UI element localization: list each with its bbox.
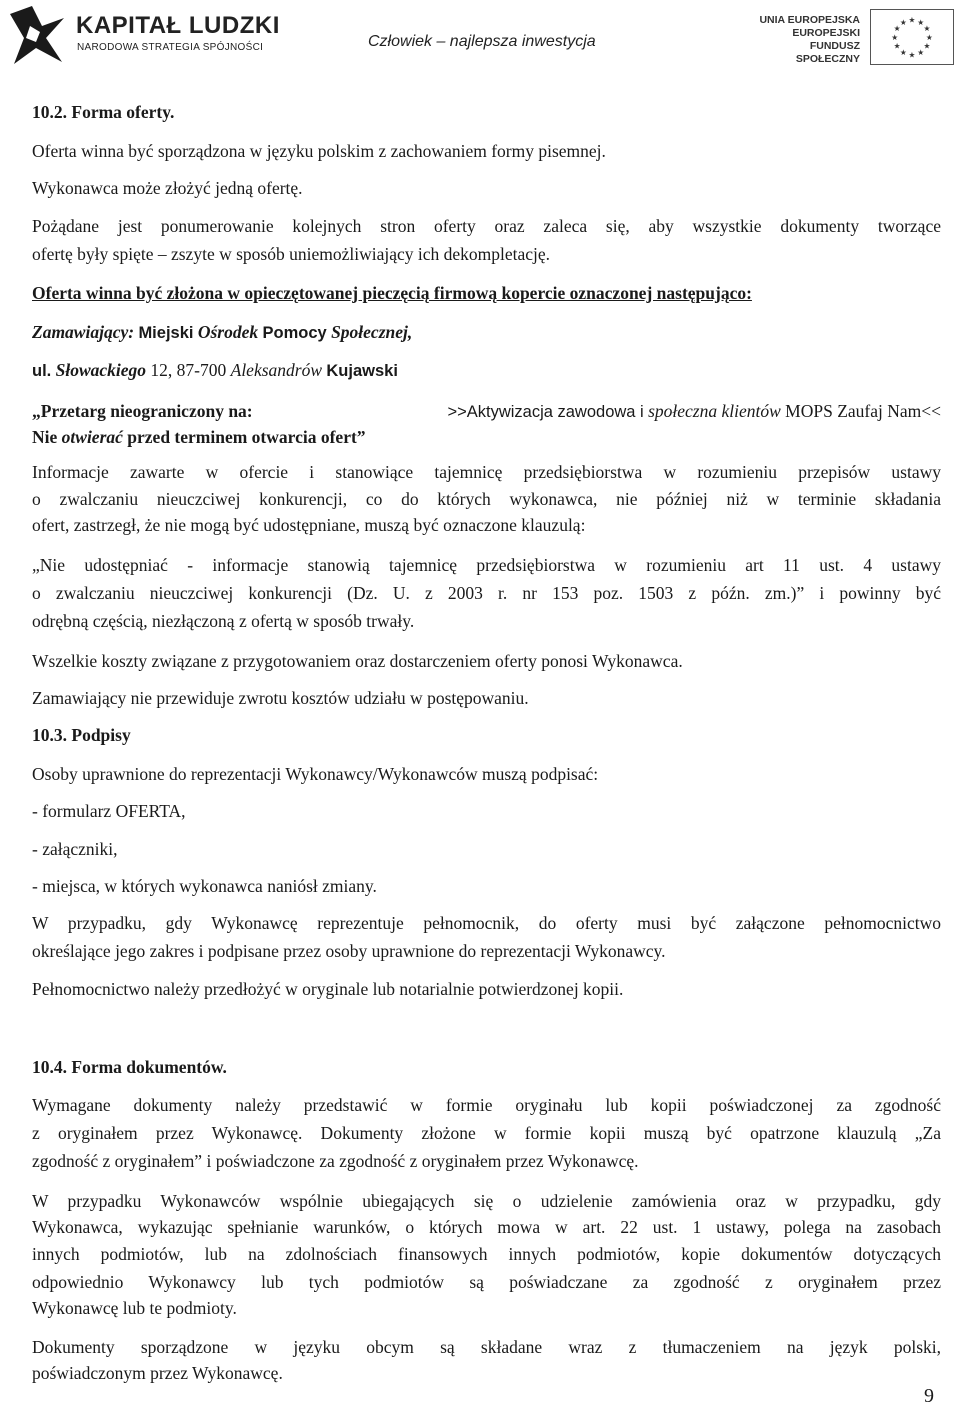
paragraph: Wykonawcę lub te podmioty. xyxy=(32,1298,237,1318)
clause: odrębną częścią, niezłączoną z ofertą w sposób trwały. xyxy=(32,611,415,631)
street-part: 12, 87-700 xyxy=(150,360,227,380)
addr-label: Zamawiający: xyxy=(32,322,135,342)
do-not-open xyxy=(32,426,366,448)
addr-name: Miejski xyxy=(138,324,194,342)
eu-label-line3: FUNDUSZ SPOŁECZNY xyxy=(795,40,860,65)
tender-part: >>Aktywizacja zawodowa i xyxy=(447,403,644,421)
tender-part: MOPS Zaufaj Nam<< xyxy=(785,401,941,421)
paragraph: Wykonawca może złożyć jedną ofertę. xyxy=(32,178,303,198)
paragraph: ofertę były spięte – zszyte w sposób uniemożliwiający ich dekompletację. xyxy=(32,244,551,264)
paragraph: poświadczonym przez Wykonawcę. xyxy=(32,1363,283,1383)
list-item: - miejsca, w których wykonawca naniósł zmiany. xyxy=(32,876,377,896)
paragraph: Wszelkie koszty związane z przygotowaniem oraz dostarczeniem oferty ponosi Wykonawca. xyxy=(32,651,683,671)
eu-label xyxy=(748,14,860,66)
tender-rest xyxy=(447,400,941,423)
paragraph: odpowiednio Wykonawcy lub tych podmiotów są poświadczane za zgodność z oryginałem przez xyxy=(32,1272,941,1292)
addr-name: Ośrodek xyxy=(197,322,259,342)
kapital-ludzki-title: KAPITAŁ LUDZKI xyxy=(76,12,280,39)
svg-text:★: ★ xyxy=(923,24,931,34)
svg-text:★: ★ xyxy=(893,24,901,34)
paragraph: Pełnomocnictwo należy przedłożyć w oryginale lub notarialnie potwierdzonej kopii. xyxy=(32,979,624,999)
svg-text:★: ★ xyxy=(923,41,931,51)
street-part: Kujawski xyxy=(326,362,398,380)
svg-text:★: ★ xyxy=(899,47,907,57)
paragraph: innych podmiotów, lub na zdolnościach finansowych innych podmiotów, kopie dokumentów dotyczących xyxy=(32,1244,941,1264)
envelope-address xyxy=(32,321,412,344)
kapital-ludzki-subtitle: NARODOWA STRATEGIA SPÓJNOŚCI xyxy=(77,42,264,53)
eu-label-line2: EUROPEJSKI xyxy=(792,27,860,39)
list-item: - załączniki, xyxy=(32,839,118,859)
addr-name: Społecznej, xyxy=(331,322,413,342)
tender-part: społeczna klientów xyxy=(648,401,781,421)
tender-part: „Przetarg nieograniczony na: xyxy=(32,401,253,421)
list-item: - formularz OFERTA, xyxy=(32,801,186,821)
svg-text:★: ★ xyxy=(908,50,916,60)
paragraph: Oferta winna być sporządzona w języku polskim z zachowaniem formy pisemnej. xyxy=(32,141,606,161)
section-heading-10-4: 10.4. Forma dokumentów. xyxy=(32,1057,227,1077)
paragraph: z oryginałem przez Wykonawcę. Dokumenty złożone w formie kopii muszą być opatrzone klauzulą „Za xyxy=(32,1123,941,1143)
eu-flag-icon xyxy=(870,9,954,65)
page-number: 9 xyxy=(924,1385,934,1407)
eu-label-line1: UNIA EUROPEJSKA xyxy=(759,14,860,26)
svg-text:★: ★ xyxy=(917,47,925,57)
clause: o zwalczaniu nieuczciwej konkurencji (Dz. U. z 2003 r. nr 153 poz. 1503 z późn. zm.)” i powinny być xyxy=(32,583,941,603)
page-header xyxy=(0,0,960,75)
section-heading-10-3: 10.3. Podpisy xyxy=(32,725,131,745)
paragraph: Wykonawca, wykazując spełnianie warunków, o których mowa w art. 22 ust. 1 ustawy, polega na zasobach xyxy=(32,1217,941,1237)
envelope-street xyxy=(32,359,398,382)
dont-part: przed terminem otwarcia ofert xyxy=(127,427,357,447)
tender-title xyxy=(32,400,941,423)
section-heading-10-2: 10.2. Forma oferty. xyxy=(32,102,175,122)
svg-text:★: ★ xyxy=(908,15,916,25)
svg-text:★: ★ xyxy=(899,17,907,27)
paragraph: ofert, zastrzegł, że nie mogą być udostępniane, muszą być oznaczone klauzulą: xyxy=(32,515,586,535)
paragraph: Informacje zawarte w ofercie i stanowiące tajemnicę przedsiębiorstwa w rozumieniu przepisów ustawy xyxy=(32,462,941,482)
paragraph: W przypadku Wykonawców wspólnie ubiegających się o udzielenie zamówienia oraz w przypadku, gdy xyxy=(32,1191,941,1211)
clause: „Nie udostępniać - informacje stanowią tajemnicę przedsiębiorstwa w rozumieniu art 11 ust. 4 ustawy xyxy=(32,555,941,575)
street-part: ul. xyxy=(32,362,52,380)
svg-text:★: ★ xyxy=(891,32,899,42)
paragraph: Pożądane jest ponumerowanie kolejnych stron oferty oraz zaleca się, aby wszystkie dokumenty tworzące xyxy=(32,216,941,236)
paragraph: W przypadku, gdy Wykonawcę reprezentuje pełnomocnik, do oferty musi być załączone pełnomocnictwo xyxy=(32,913,941,933)
street-part: Aleksandrów xyxy=(230,360,323,380)
street-part: Słowackiego xyxy=(55,360,147,380)
envelope-heading: Oferta winna być złożona w opieczętowanej pieczęcią firmową kopercie oznaczonej następująco: xyxy=(32,283,752,303)
paragraph: Zamawiający nie przewiduje zwrotu kosztów udziału w postępowaniu. xyxy=(32,688,529,708)
dont-part: Nie xyxy=(32,427,58,447)
paragraph: Osoby uprawnione do reprezentacji Wykonawcy/Wykonawców muszą podpisać: xyxy=(32,764,599,784)
paragraph: określające jego zakres i podpisane przez osoby uprawnione do reprezentacji Wykonawcy. xyxy=(32,941,666,961)
paragraph: Wymagane dokumenty należy przedstawić w formie oryginału lub kopii poświadczonej za zgodność xyxy=(32,1095,941,1115)
paragraph: Dokumenty sporządzone w języku obcym są składane wraz z tłumaczeniem na język polski, xyxy=(32,1337,941,1357)
paragraph: o zwalczaniu nieuczciwej konkurencji, co do których wykonawca, nie później niż w terminie składania xyxy=(32,489,941,509)
kapital-ludzki-logo-icon xyxy=(6,4,68,68)
svg-text:★: ★ xyxy=(917,17,925,27)
paragraph: zgodność z oryginałem” i poświadczone za zgodność z oryginałem przez Wykonawcę. xyxy=(32,1151,639,1171)
addr-name: Pomocy xyxy=(262,324,327,342)
dont-part: otwierać xyxy=(61,427,123,447)
dont-part: ” xyxy=(356,427,366,447)
svg-text:★: ★ xyxy=(893,41,901,51)
header-slogan: Człowiek – najlepsza inwestycja xyxy=(368,33,596,50)
svg-text:★: ★ xyxy=(925,32,933,42)
